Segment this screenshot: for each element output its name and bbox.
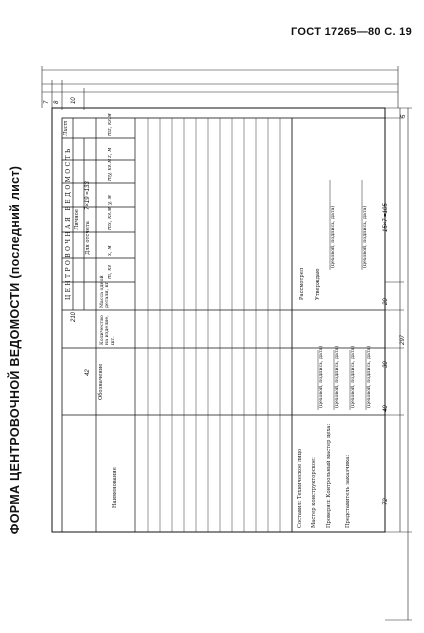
sig-sostavil: Составил: Техническое лицо — [297, 448, 303, 528]
col-m: m, кг — [107, 265, 113, 279]
sig-master: Мастер конструкторское: — [311, 457, 317, 528]
sig-caption-4: (цеховой, подпись, дата) — [367, 345, 372, 408]
sig-right-caption-1: (цеховой, подпись, дата) — [331, 205, 336, 268]
dim-right-2: 40 — [383, 405, 389, 412]
sig-right-caption-2: (цеховой, подпись, дата) — [363, 205, 368, 268]
dim-top-3: 10 — [71, 97, 77, 104]
col-massa-odnoy: Масса одной детали, кг — [100, 275, 111, 308]
col-mz: mz, кг.м — [107, 113, 113, 136]
group-lichnoe: Личное — [74, 209, 80, 230]
sig-caption-2: (цеховой, подпись, дата) — [335, 345, 340, 408]
dim-right-3: 30 — [383, 361, 389, 368]
col-my: my, кг.м — [107, 158, 113, 181]
form-title: ЦЕНТРОВОЧНАЯ ВЕДОМОСТЬ — [65, 146, 72, 300]
col-z: z, м — [107, 147, 113, 158]
dim-top-7: 5 — [401, 114, 407, 118]
dim-top-4: 7×19 =133 — [85, 181, 91, 210]
col-x: x, м — [107, 245, 113, 256]
dim-right-1: 72 — [383, 498, 389, 505]
dim-right-5: 15×7 =105 — [383, 203, 389, 232]
sig-rassmotrel: Рассмотрел — [299, 267, 305, 300]
group-dlya-otscheta: Для отсчета — [85, 221, 91, 255]
dim-top-1: 7 — [44, 100, 50, 104]
dim-top-5: 42 — [85, 369, 91, 376]
dim-top-2: 8 — [54, 100, 60, 104]
form-side-title: ФОРМА ЦЕНТРОВОЧНОЙ ВЕДОМОСТИ (последний лист) — [8, 165, 22, 535]
sig-caption-3: (цеховой, подпись, дата) — [351, 345, 356, 408]
col-mx: mx, кг.м — [107, 207, 113, 230]
dim-top-6: 210 — [71, 311, 77, 322]
sig-caption-1: (цеховой, подпись, дата) — [319, 345, 324, 408]
sig-utverzhdayu: Утверждаю — [315, 268, 321, 300]
sig-proveril: Проверил: Контрольный мастер цеха: — [326, 423, 332, 528]
col-y: y, м — [107, 195, 113, 205]
dim-right-6: 297 — [400, 334, 406, 345]
sig-predstavitel: Представитель заказчика: — [345, 454, 351, 528]
dim-right-4: 20 — [383, 298, 389, 305]
document-code: ГОСТ 17265—80 С. 19 — [291, 26, 412, 38]
col-oboznachenie: Обозначение — [98, 363, 104, 400]
col-kolichestvo: Количество на изделие, шт. — [100, 315, 116, 345]
col-naimenovanie: Наименование — [112, 467, 118, 508]
sheet-label: Лист — [63, 120, 69, 136]
